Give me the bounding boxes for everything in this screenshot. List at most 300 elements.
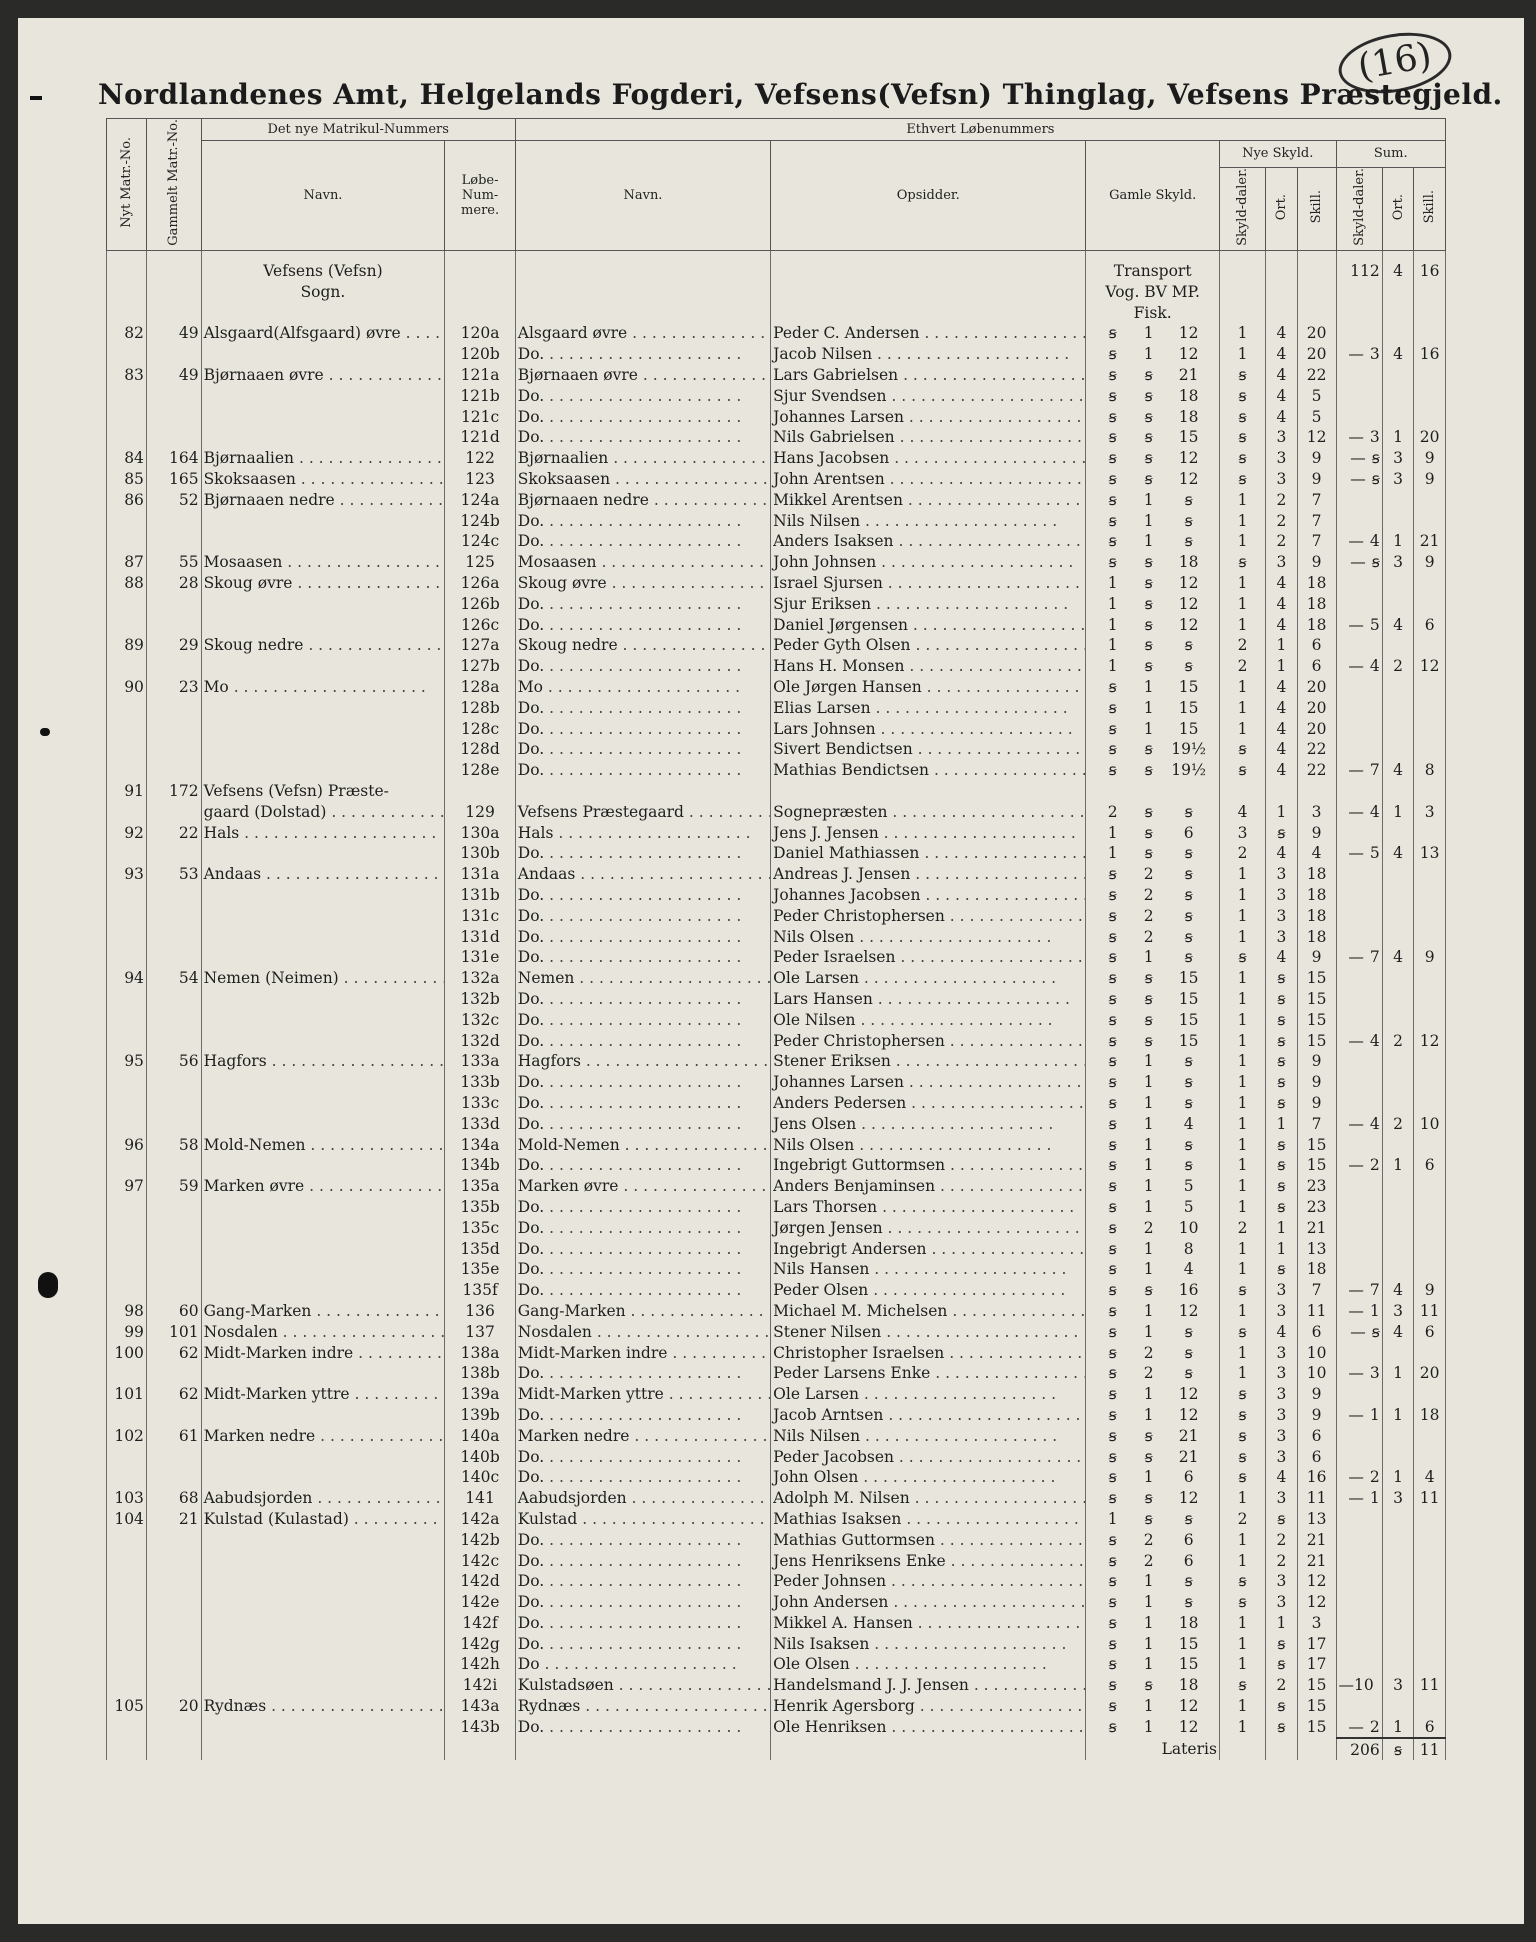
- nye-ort-cell: [1266, 531, 1298, 552]
- nye-skill-cell-text: 12: [1306, 1572, 1327, 1591]
- nye-daler-cell-text: 2: [1237, 636, 1248, 655]
- sum-skill-cell: [1414, 614, 1446, 635]
- lobenummer-name-cell-text: Do.: [517, 698, 545, 717]
- sum-ort-cell: [1382, 1550, 1414, 1571]
- sum-skill-cell: [1414, 1259, 1446, 1280]
- lobenummer-cell: [445, 1696, 515, 1717]
- sum-dash: —: [1348, 844, 1364, 863]
- nye-skill-cell-text: 23: [1306, 1177, 1327, 1196]
- gamle-skyld-cell: [1086, 406, 1219, 427]
- gamle-skyld-part: ꞩ: [1184, 1093, 1193, 1112]
- sum-ort-cell: [1382, 469, 1414, 490]
- gamle-skyld-part: ꞩ: [1108, 886, 1117, 904]
- sum-skill-cell-text: 9: [1424, 449, 1435, 468]
- nye-ort-cell-text: 4: [1276, 948, 1287, 967]
- gamle-skyld-cell: [1086, 1155, 1219, 1176]
- lobenummer-cell-text: 127a: [460, 636, 500, 655]
- gamle-skyld-part: 1: [1143, 698, 1154, 717]
- nye-daler-cell-text: 1: [1237, 594, 1248, 613]
- nye-skill-cell-text: 21: [1306, 1551, 1327, 1570]
- sum-ort-cell-text: 4: [1393, 761, 1403, 780]
- nyt-matr-cell-text: 84: [124, 449, 144, 468]
- gammelt-matr-cell-text: 55: [178, 553, 199, 572]
- lobenummer-name-cell-text: Do.: [517, 386, 545, 405]
- table-row: [107, 469, 1446, 490]
- lobenummer-cell-text: 138b: [460, 1364, 500, 1383]
- nye-daler-cell: [1219, 1467, 1265, 1488]
- nye-skill-cell-text: 18: [1306, 865, 1327, 884]
- nye-daler-cell-text: 1: [1237, 1364, 1248, 1383]
- gammelt-matr-cell-text: 68: [178, 1489, 199, 1508]
- lobenummer-cell: [445, 1113, 515, 1134]
- opsidder-cell-text: Christopher Israelsen: [773, 1343, 945, 1362]
- nyt-matr-cell: [107, 885, 147, 906]
- nye-skill-cell-text: 17: [1306, 1634, 1327, 1653]
- gammelt-matr-cell: [146, 1405, 201, 1426]
- sum-dash: —: [1348, 1717, 1364, 1736]
- table-row: [107, 552, 1446, 573]
- gamle-skyld-part: ꞩ: [1108, 1634, 1117, 1653]
- table-row: [107, 801, 1446, 822]
- margin-mark: [40, 728, 50, 736]
- nye-daler-cell-text: 1: [1237, 678, 1248, 697]
- sum-daler-cell: [1336, 1550, 1382, 1571]
- opsidder-cell-text: Johannes Larsen: [773, 1073, 904, 1092]
- nye-ort-cell-text: 4: [1276, 345, 1287, 364]
- opsidder-cell: [771, 1571, 1086, 1592]
- lobenummer-name-cell-text: Skoug nedre: [517, 636, 618, 655]
- sum-ort-cell: [1382, 1301, 1414, 1322]
- nye-skill-cell: [1297, 1696, 1336, 1717]
- nyt-matr-cell: [107, 385, 147, 406]
- header-opsidder: Opsidder.: [771, 141, 1086, 251]
- gammelt-matr-cell-text: 101: [168, 1322, 199, 1341]
- sum-skill-cell: [1414, 1384, 1446, 1405]
- lobenummer-name-cell: [515, 1529, 770, 1550]
- lobenummer-cell: [445, 1613, 515, 1634]
- lobenummer-cell: [445, 1550, 515, 1571]
- nye-ort-cell: [1266, 781, 1298, 802]
- nye-ort-cell-text: 3: [1276, 1447, 1287, 1466]
- lobenummer-name-cell-text: Skoksaasen: [517, 470, 611, 489]
- sum-skill-cell: [1414, 1571, 1446, 1592]
- gamle-skyld-part: ꞩ: [1108, 1093, 1117, 1112]
- opsidder-cell: [771, 1363, 1086, 1384]
- sum-daler-cell: [1336, 427, 1382, 448]
- sum-daler-value: 4: [1369, 532, 1380, 551]
- gamle-skyld-part: 12: [1178, 470, 1199, 489]
- gamle-skyld-part: 1: [1143, 1655, 1154, 1674]
- sum-dash: —: [1350, 470, 1366, 489]
- lobenummer-cell-text: 142a: [460, 1509, 500, 1528]
- gamle-skyld-part: 1: [1143, 1197, 1154, 1216]
- gamle-skyld-part: 15: [1178, 719, 1199, 738]
- nye-ort-cell-text: 3: [1276, 1385, 1287, 1404]
- opsidder-cell: [771, 1321, 1086, 1342]
- lobenummer-name-cell-text: Do.: [517, 719, 545, 738]
- farm-name-cell-text: Skoksaasen: [203, 470, 296, 489]
- sogn-line-1: Vefsens (Vefsn): [201, 261, 445, 282]
- gamle-skyld-part: ꞩ: [1108, 324, 1117, 343]
- sum-daler-cell: [1336, 1384, 1382, 1405]
- sum-ort-cell-text: 3: [1393, 1301, 1403, 1320]
- gamle-skyld-cell: [1086, 1030, 1219, 1051]
- lobenummer-cell-text: 123: [465, 470, 495, 489]
- opsidder-cell-text: Nils Gabrielsen: [773, 428, 895, 447]
- sum-daler-cell: [1336, 1633, 1382, 1654]
- farm-name-cell-text: Hagfors: [203, 1052, 267, 1071]
- nye-skill-cell-text: 9: [1311, 1093, 1322, 1112]
- nyt-matr-cell: [107, 1613, 147, 1634]
- lobenummer-name-cell: [515, 469, 770, 490]
- lobenummer-cell: [445, 1051, 515, 1072]
- nye-skill-cell: [1297, 677, 1336, 698]
- lobenummer-cell: [445, 385, 515, 406]
- nye-daler-cell-text: 1: [1237, 1343, 1248, 1362]
- nye-daler-cell: [1219, 968, 1265, 989]
- gamle-skyld-part: ꞩ: [1184, 636, 1193, 655]
- farm-name-cell-text: Andaas: [203, 865, 262, 884]
- gamle-skyld-part: 18: [1178, 1613, 1199, 1632]
- nye-skill-cell-text: 18: [1306, 594, 1327, 613]
- gamle-skyld-part: ꞩ: [1184, 657, 1193, 676]
- opsidder-cell: [771, 1467, 1086, 1488]
- sum-daler-cell: [1336, 1093, 1382, 1114]
- lobenummer-name-cell-text: Do.: [517, 740, 545, 759]
- nye-skill-cell-text: 6: [1311, 657, 1322, 676]
- gamle-skyld-cell: [1086, 885, 1219, 906]
- nye-ort-cell-text: ꞩ: [1277, 1156, 1286, 1175]
- gamle-skyld-part: 2: [1143, 865, 1154, 884]
- lobenummer-name-cell-text: Do.: [517, 428, 545, 447]
- nye-daler-cell: [1219, 1113, 1265, 1134]
- opsidder-cell: [771, 1716, 1086, 1738]
- gamle-skyld-part: ꞩ: [1144, 823, 1153, 842]
- nye-ort-cell: [1266, 1571, 1298, 1592]
- sum-skill-cell: [1414, 1509, 1446, 1530]
- lobenummer-name-cell-text: Do.: [517, 1073, 545, 1092]
- gamle-skyld-part: ꞩ: [1108, 1697, 1117, 1716]
- gamle-skyld-cell: [1086, 531, 1219, 552]
- lobenummer-cell: [445, 1093, 515, 1114]
- opsidder-cell: [771, 947, 1086, 968]
- gamle-skyld-part: ꞩ: [1144, 802, 1153, 821]
- nye-skill-cell: [1297, 1155, 1336, 1176]
- gamle-skyld-part: 2: [1143, 1218, 1154, 1237]
- farm-name-cell-text: Nemen (Neimen): [203, 969, 339, 988]
- nye-skill-cell: [1297, 385, 1336, 406]
- nye-skill-cell-text: 4: [1311, 844, 1322, 863]
- opsidder-cell: [771, 1072, 1086, 1093]
- lobenummer-cell-text: 140b: [460, 1447, 500, 1466]
- lobenummer-cell-text: 143a: [460, 1697, 500, 1716]
- lobenummer-name-cell-text: Bjørnaaen nedre: [517, 490, 649, 509]
- nye-skill-cell: [1297, 406, 1336, 427]
- lobenummer-name-cell-text: Do.: [517, 1093, 545, 1112]
- sum-ort-cell-text: 1: [1393, 1468, 1403, 1487]
- sum-ort-cell-text: 1: [1393, 1405, 1403, 1424]
- lobenummer-cell-text: 126c: [460, 615, 500, 634]
- sum-ort-cell: [1382, 1134, 1414, 1155]
- gammelt-matr-cell: [146, 1716, 201, 1738]
- gamle-skyld-cell: [1086, 427, 1219, 448]
- opsidder-cell: [771, 781, 1086, 802]
- sum-ort-cell: [1382, 427, 1414, 448]
- farm-name-cell: [201, 905, 445, 926]
- nyt-matr-cell: [107, 1321, 147, 1342]
- nye-ort-cell-text: 4: [1276, 324, 1287, 343]
- farm-name-cell: [201, 635, 445, 656]
- nye-ort-cell-text: ꞩ: [1277, 1509, 1286, 1528]
- gammelt-matr-cell: [146, 1030, 201, 1051]
- sum-dash: —: [1348, 428, 1364, 447]
- gamle-skyld-part: ꞩ: [1108, 407, 1117, 426]
- nye-daler-cell: [1219, 801, 1265, 822]
- gammelt-matr-cell-text: 62: [178, 1385, 199, 1404]
- nye-daler-cell: [1219, 1363, 1265, 1384]
- sum-skill-cell-text: 3: [1424, 802, 1435, 821]
- nyt-matr-cell: [107, 1446, 147, 1467]
- gamle-skyld-part: 12: [1178, 574, 1199, 593]
- lobenummer-cell-text: 135d: [460, 1239, 500, 1258]
- nye-skill-cell-text: 9: [1311, 948, 1322, 967]
- farm-name-cell: [201, 1592, 445, 1613]
- nye-skill-cell-text: 17: [1306, 1655, 1327, 1674]
- table-row: [107, 1550, 1446, 1571]
- sum-skill-cell-text: 10: [1419, 1114, 1440, 1133]
- sum-ort-cell-text: 1: [1393, 428, 1403, 447]
- lobenummer-cell: [445, 552, 515, 573]
- lobenummer-name-cell-text: Do.: [517, 1551, 545, 1570]
- gamle-skyld-part: 21: [1178, 1426, 1199, 1445]
- gamle-skyld-part: 1: [1143, 1052, 1154, 1071]
- nyt-matr-cell-text: 101: [114, 1385, 144, 1404]
- nye-daler-cell-text: 1: [1237, 886, 1248, 904]
- sum-daler-cell: [1336, 489, 1382, 510]
- nyt-matr-cell-text: 99: [124, 1322, 144, 1341]
- sum-ort-cell: [1382, 989, 1414, 1010]
- nye-skill-cell: [1297, 843, 1336, 864]
- sum-daler-cell: [1336, 510, 1382, 531]
- sum-daler-value: 5: [1369, 844, 1380, 863]
- gammelt-matr-cell: [146, 822, 201, 843]
- nye-skill-cell-text: 23: [1306, 1197, 1327, 1216]
- sum-skill-cell-text: 6: [1424, 1717, 1435, 1736]
- nye-ort-cell-text: ꞩ: [1277, 1052, 1286, 1071]
- table-row: [107, 1113, 1446, 1134]
- farm-name-cell: [201, 1529, 445, 1550]
- sum-daler-cell: [1336, 1134, 1382, 1155]
- farm-name-cell-text: Bjørnaaen nedre: [203, 490, 335, 509]
- sum-daler-cell: [1336, 1072, 1382, 1093]
- nyt-matr-cell: [107, 1384, 147, 1405]
- gamle-skyld-part: 18: [1178, 386, 1199, 405]
- lobenummer-cell: [445, 344, 515, 365]
- lobenummer-name-cell-text: Do.: [517, 1447, 545, 1466]
- gamle-skyld-cell: [1086, 989, 1219, 1010]
- sum-skill-cell: [1414, 1488, 1446, 1509]
- sum-dash: —: [1350, 553, 1366, 572]
- gamle-skyld-part: ꞩ: [1184, 1364, 1193, 1383]
- table-row: [107, 739, 1446, 760]
- lobenummer-name-cell-text: Do.: [517, 615, 545, 634]
- lobenummer-name-cell: [515, 739, 770, 760]
- opsidder-cell: [771, 1301, 1086, 1322]
- gamle-skyld-cell: [1086, 677, 1219, 698]
- lobenummer-cell-text: 139a: [460, 1385, 500, 1404]
- nye-skill-cell-text: 18: [1306, 615, 1327, 634]
- nye-ort-cell: [1266, 1716, 1298, 1738]
- nye-daler-cell-text: ꞩ: [1238, 449, 1247, 468]
- sum-ort-cell: [1382, 1509, 1414, 1530]
- nye-skill-cell-text: 18: [1306, 906, 1327, 925]
- gamle-skyld-cell: [1086, 822, 1219, 843]
- nye-skill-cell-text: 6: [1311, 1426, 1322, 1445]
- farm-name-cell-text: Rydnæs: [203, 1697, 267, 1716]
- sum-daler-cell: [1336, 1238, 1382, 1259]
- farm-name-cell: [201, 1405, 445, 1426]
- gamle-skyld-part: 1: [1143, 1697, 1154, 1716]
- nye-daler-cell-text: ꞩ: [1238, 761, 1247, 780]
- opsidder-cell-text: Nils Isaksen: [773, 1634, 870, 1653]
- lobenummer-name-cell-text: Do.: [517, 1239, 545, 1258]
- lobenummer-name-cell-text: Marken øvre: [517, 1177, 619, 1196]
- lobenummer-name-cell-text: Do.: [517, 1718, 545, 1737]
- nye-skill-cell-text: 6: [1311, 1447, 1322, 1466]
- gamle-skyld-part: 15: [1178, 1010, 1199, 1029]
- lobenummer-name-cell-text: Mo: [517, 678, 543, 697]
- opsidder-cell-text: Sjur Svendsen: [773, 386, 887, 405]
- sum-skill-cell: [1414, 323, 1446, 344]
- nye-daler-cell-text: 1: [1237, 511, 1248, 530]
- nyt-matr-cell: [107, 573, 147, 594]
- lobenummer-name-cell-text: Mosaasen: [517, 553, 597, 572]
- sum-daler-cell: [1336, 365, 1382, 386]
- opsidder-cell-text: Jens Henriksens Enke: [773, 1551, 946, 1570]
- table-row: [107, 1633, 1446, 1654]
- farm-name-cell: [201, 1675, 445, 1696]
- opsidder-cell-text: Jørgen Jensen: [773, 1218, 883, 1237]
- sum-daler-cell: [1336, 1197, 1382, 1218]
- nye-daler-cell-text: ꞩ: [1238, 386, 1247, 405]
- nye-skill-cell: [1297, 344, 1336, 365]
- sum-ort-cell: [1382, 822, 1414, 843]
- gamle-skyld-cell: [1086, 697, 1219, 718]
- lobenummer-cell: [445, 1321, 515, 1342]
- nye-skill-cell: [1297, 1217, 1336, 1238]
- table-row: [107, 822, 1446, 843]
- nye-daler-cell-text: 1: [1237, 574, 1248, 593]
- lobenummer-cell-text: 132a: [460, 969, 500, 988]
- transport-skill: 16: [1414, 261, 1446, 282]
- farm-name-cell: [201, 1155, 445, 1176]
- sum-daler-value: 2: [1369, 1156, 1380, 1175]
- gamle-skyld-part: 1: [1143, 1093, 1154, 1112]
- sum-daler-cell: [1336, 552, 1382, 573]
- opsidder-cell: [771, 1155, 1086, 1176]
- opsidder-cell: [771, 968, 1086, 989]
- nye-daler-cell: [1219, 552, 1265, 573]
- gammelt-matr-cell: [146, 1384, 201, 1405]
- nye-daler-cell-text: 3: [1237, 823, 1248, 842]
- sum-skill-cell: [1414, 1425, 1446, 1446]
- opsidder-cell-text: Hans H. Monsen: [773, 657, 905, 676]
- opsidder-cell-text: Handelsmand J. J. Jensen: [773, 1676, 969, 1695]
- gamle-skyld-cell: [1086, 1363, 1219, 1384]
- table-row: [107, 1280, 1446, 1301]
- nye-skill-cell-text: 7: [1311, 1281, 1322, 1300]
- nye-daler-cell: [1219, 635, 1265, 656]
- table-row: [107, 1072, 1446, 1093]
- nyt-matr-cell: [107, 1176, 147, 1197]
- nye-ort-cell-text: 4: [1276, 678, 1287, 697]
- lobenummer-cell-text: 142i: [462, 1676, 498, 1695]
- gamle-skyld-part: ꞩ: [1144, 636, 1153, 655]
- gamle-skyld-part: ꞩ: [1184, 865, 1193, 884]
- lobenummer-name-cell-text: Do.: [517, 1572, 545, 1591]
- nye-daler-cell-text: ꞩ: [1238, 1385, 1247, 1404]
- nye-daler-cell: [1219, 1176, 1265, 1197]
- nye-daler-cell-text: ꞩ: [1238, 1322, 1247, 1341]
- transport-units-2: Fisk.: [1086, 302, 1219, 323]
- gamle-skyld-part: ꞩ: [1144, 553, 1153, 572]
- gamle-skyld-part: 12: [1178, 594, 1199, 613]
- gammelt-matr-cell-text: 22: [178, 823, 199, 842]
- sum-ort-cell: [1382, 1675, 1414, 1696]
- opsidder-cell: [771, 406, 1086, 427]
- transport-units: Vog. BV MP.: [1086, 282, 1219, 303]
- farm-name-cell: [201, 781, 445, 802]
- lateris-daler: 206: [1336, 1738, 1382, 1760]
- lobenummer-cell: [445, 718, 515, 739]
- gamle-skyld-part: 6: [1183, 1468, 1194, 1487]
- table-row: [107, 843, 1446, 864]
- sum-daler-cell: [1336, 1467, 1382, 1488]
- gammelt-matr-cell-text: 164: [168, 449, 199, 468]
- nye-daler-cell-text: 1: [1237, 1260, 1248, 1279]
- nye-skill-cell-text: 22: [1306, 761, 1327, 780]
- gamle-skyld-part: ꞩ: [1144, 615, 1153, 634]
- nye-ort-cell: [1266, 1259, 1298, 1280]
- farm-name-cell: [201, 1176, 445, 1197]
- lobenummer-cell: [445, 697, 515, 718]
- gamle-skyld-cell: [1086, 1716, 1219, 1738]
- nye-daler-cell: [1219, 1550, 1265, 1571]
- gammelt-matr-cell: [146, 510, 201, 531]
- lobenummer-name-cell: [515, 1155, 770, 1176]
- nye-daler-cell: [1219, 1384, 1265, 1405]
- lobenummer-cell-text: 121d: [460, 428, 500, 447]
- lobenummer-cell-text: 125: [465, 553, 495, 572]
- nyt-matr-cell: [107, 801, 147, 822]
- sum-dash: —: [1350, 449, 1366, 468]
- sum-ort-cell-text: 4: [1393, 615, 1403, 634]
- nye-skill-cell: [1297, 552, 1336, 573]
- sum-skill-cell: [1414, 1051, 1446, 1072]
- nye-skill-cell: [1297, 1425, 1336, 1446]
- gamle-skyld-part: ꞩ: [1144, 1281, 1153, 1300]
- lobenummer-name-cell-text: Midt-Marken yttre: [517, 1385, 664, 1404]
- sum-skill-cell: [1414, 1467, 1446, 1488]
- sum-daler-cell: [1336, 448, 1382, 469]
- nye-ort-cell: [1266, 1197, 1298, 1218]
- gamle-skyld-part: 10: [1178, 1218, 1199, 1237]
- sum-daler-cell: [1336, 406, 1382, 427]
- gamle-skyld-part: ꞩ: [1108, 470, 1117, 489]
- farm-name-cell: [201, 1301, 445, 1322]
- margin-mark: [38, 1272, 58, 1298]
- nye-skill-cell: [1297, 1197, 1336, 1218]
